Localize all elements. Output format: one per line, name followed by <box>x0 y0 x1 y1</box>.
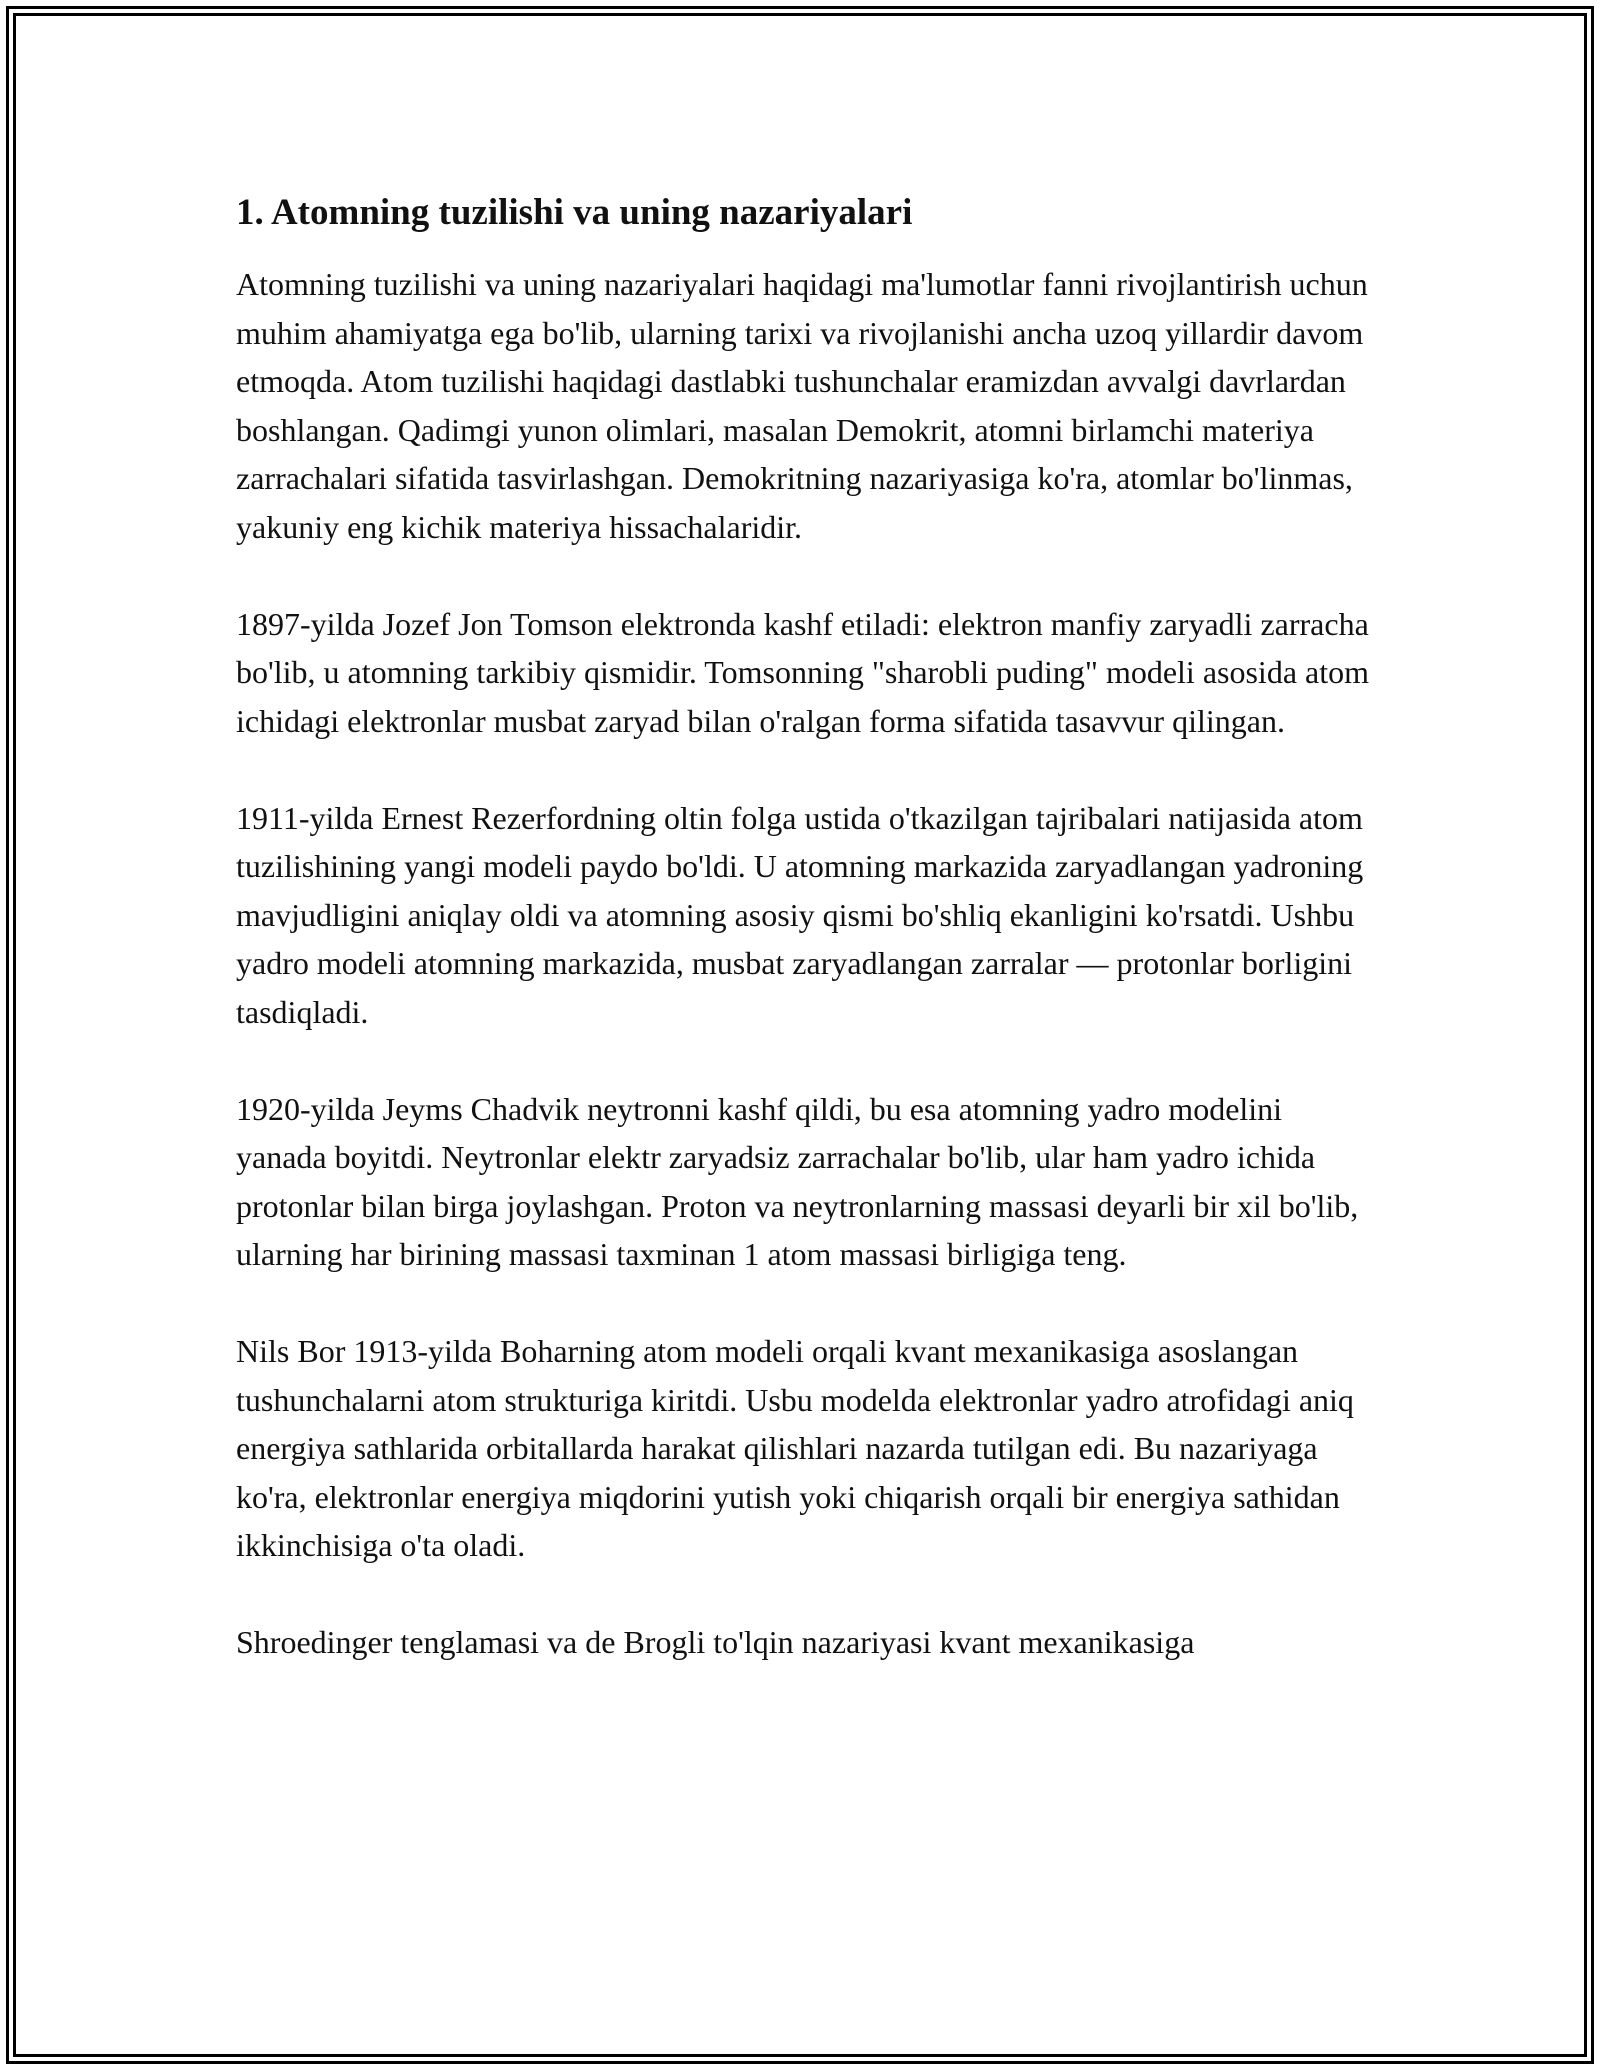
paragraph-schrodinger: Shroedinger tenglamasi va de Brogli to'lqin nazariyasi kvant mexanikasiga <box>236 1624 1195 1660</box>
paragraph-thomson: 1897-yilda Jozef Jon Tomson elektronda kashf etiladi: elektron manfiy zaryadli zarracha bo'lib, u atomning tarkibiy qismidir. Tomsonning "sharobli puding" modeli asosida atom ichidagi elektronlar musbat zaryad bilan o'ralgan forma sifatida tasavvur qilingan. <box>236 605 1369 739</box>
paragraph-atom-history: Atomning tuzilishi va uning nazariyalari haqidagi ma'lumotlar fanni rivojlantirish uchun muhim ahamiyatga ega bo'lib, ularning tarixi va rivojlanishi ancha uzoq yillardir davom etmoqda. Atom tuzilishi haqidagi dastlabki tushunchalar eramizdan avvalgi davrlardan boshlangan. Qadimgi yunon olimlari, masalan Demokrit, atomni birlamchi materiya zarrachalari sifatida tasvirlashgan. Demokritning nazariyasiga ko'ra, atomlar bo'linmas, yakuniy eng kichik materiya hissachalaridir. <box>236 266 1368 545</box>
paragraph-chadwick: 1920-yilda Jeyms Chadvik neytronni kashf qildi, bu esa atomning yadro modelini yanada boyitdi. Neytronlar elektr zaryadsiz zarrachalar bo'lib, ular ham yadro ichida protonlar bilan birga joylashgan. Proton va neytronlarning massasi deyarli bir xil bo'lib, ularning har birining massasi taxminan 1 atom massasi birligiga teng. <box>236 1090 1359 1272</box>
document-body <box>236 188 1376 1667</box>
page-title: 1. Atomning tuzilishi va uning nazariyalari <box>236 192 913 233</box>
paragraph-bohr: Nils Bor 1913-yilda Boharning atom modeli orqali kvant mexanikasiga asoslangan tushunchalarni atom strukturiga kiritdi. Usbu modelda elektronlar yadro atrofidagi aniq energiya sathlarida orbitallarda harakat qilishlari nazarda tutilgan edi. Bu nazariyaga ko'ra, elektronlar energiya miqdorini yutish yoki chiqarish orqali bir energiya sathidan ikkinchisiga o'ta oladi. <box>236 1333 1354 1563</box>
paragraph-rutherford: 1911-yilda Ernest Rezerfordning oltin folga ustida o'tkazilgan tajribalari natijasida atom tuzilishining yangi modeli paydo bo'ldi. U atomning markazida zaryadlangan yadroning mavjudligini aniqlay oldi va atomning asosiy qismi bo'shliq ekanligini ko'rsatdi. Ushbu yadro modeli atomning markazida, musbat zaryadlangan zarralar — protonlar borligini tasdiqladi. <box>236 799 1364 1030</box>
